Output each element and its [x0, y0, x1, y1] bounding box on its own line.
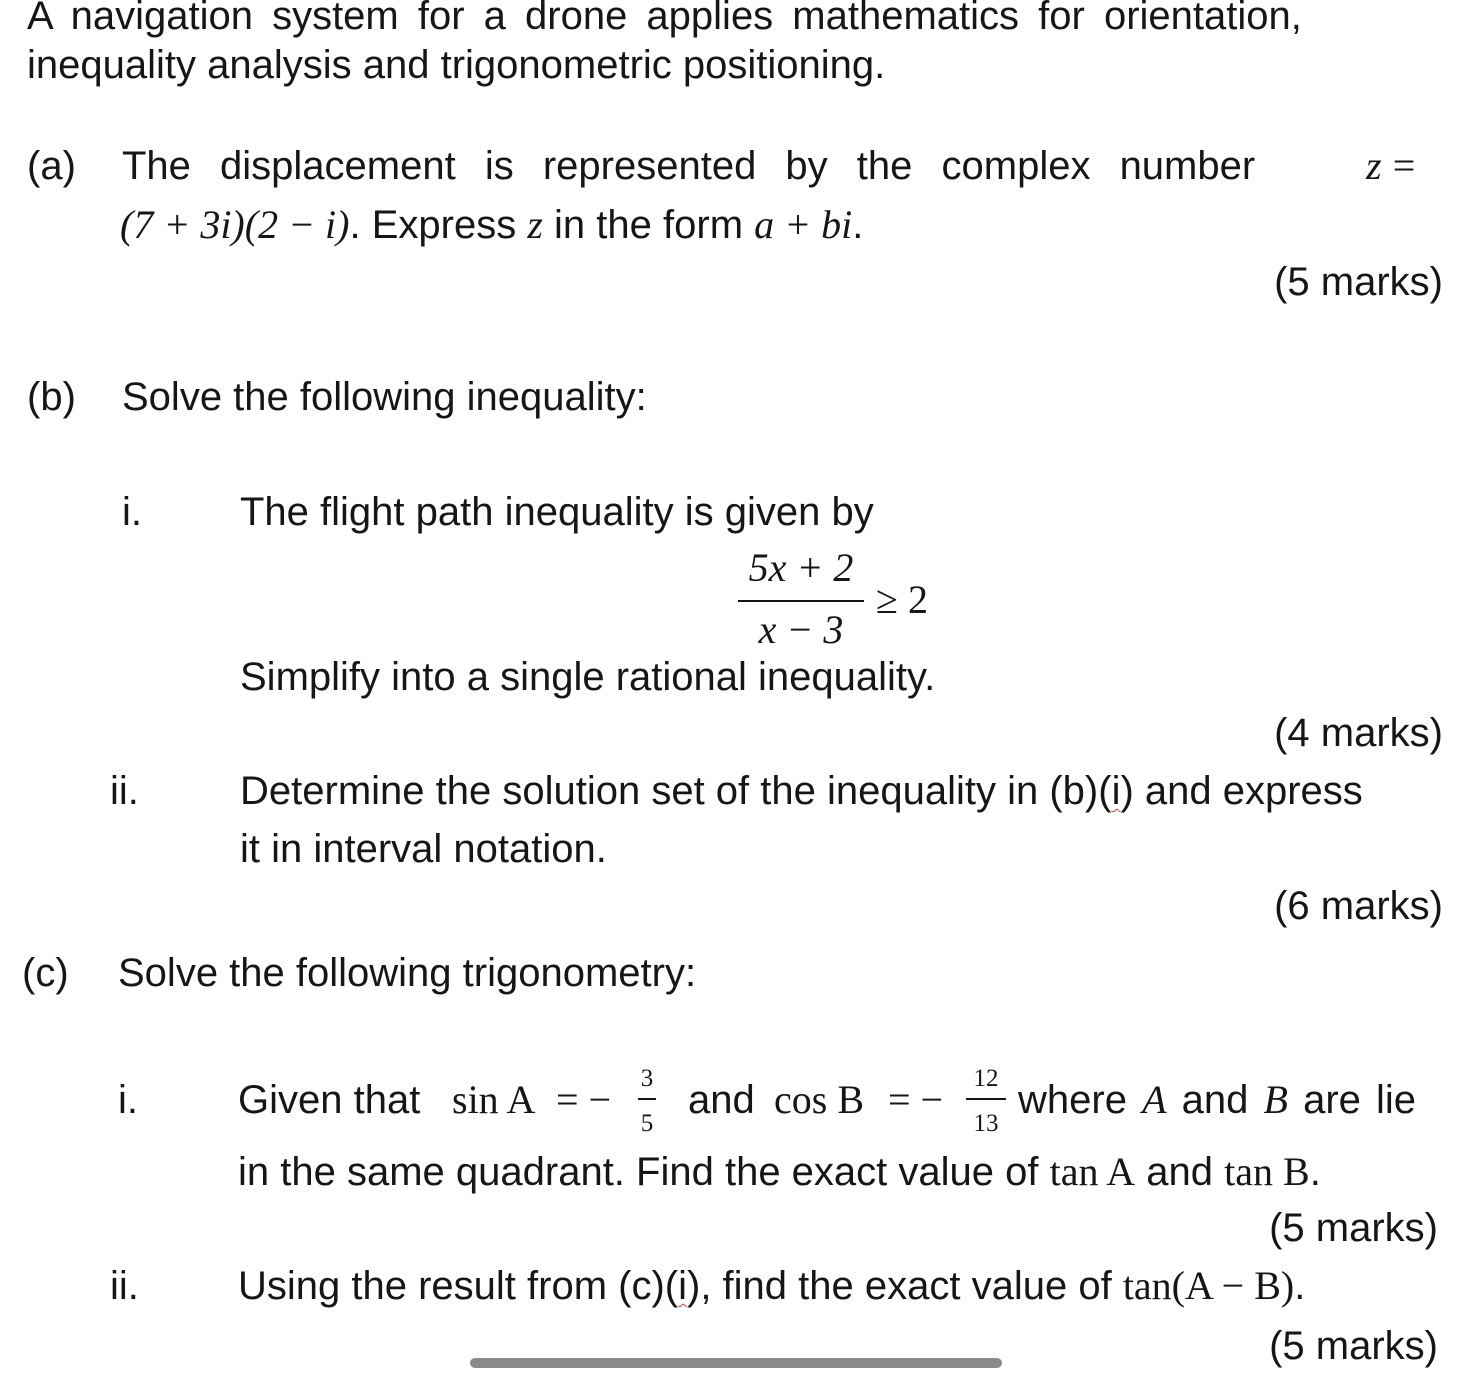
fraction-3-over-5-den: 5: [640, 1110, 654, 1137]
part-c-i-line-2: [238, 1149, 1321, 1194]
part-c-i-given: Given that: [238, 1078, 421, 1122]
sin-a: [452, 1077, 536, 1122]
part-c-ii-marks: (5 marks): [1269, 1324, 1438, 1368]
part-c-ii-ref-i: i: [678, 1264, 687, 1308]
part-c-ii-label: ii.: [110, 1264, 139, 1308]
quadrant-text: in the same quadrant. Find the exact value of: [238, 1150, 1039, 1194]
part-b-ii-marks: (6 marks): [1274, 884, 1443, 928]
part-c-label: (c): [22, 951, 69, 995]
part-b-ii-ref-i: i: [1111, 769, 1121, 813]
tan-a: tan A: [1049, 1149, 1136, 1194]
var-a: A: [1142, 1077, 1167, 1122]
intro-line-2: inequality analysis and trigonometric positioning.: [27, 43, 886, 87]
express-text: . Express: [349, 203, 517, 247]
fraction-bar: [738, 600, 864, 602]
period-3: .: [1294, 1264, 1306, 1308]
part-b-ii-text-a: Determine the solution set of the inequality in (b)(: [240, 769, 1112, 813]
where-text: where: [1018, 1078, 1127, 1122]
fraction-12-over-13-num: 12: [973, 1065, 999, 1092]
period-2: .: [1309, 1150, 1321, 1194]
part-a-z-equation: [1366, 143, 1416, 188]
part-b-i-instruction: Simplify into a single rational inequality.: [240, 655, 936, 699]
part-b-i-label: i.: [122, 490, 142, 534]
equals-sign: =: [1392, 143, 1416, 188]
part-c-heading: Solve the following trigonometry:: [118, 951, 697, 995]
fraction-numerator: 5x + 2: [748, 545, 854, 590]
part-b-ii-label: ii.: [110, 769, 139, 813]
fraction-12-over-13-den: 13: [973, 1110, 999, 1137]
part-c-ii-text-a: Using the result from (c)(: [238, 1264, 679, 1308]
and-text-2: and: [1181, 1078, 1249, 1122]
intro-line-1: A navigation system for a drone applies mathematics for orientation,: [27, 0, 1302, 38]
form-expression: a + bi: [754, 202, 853, 247]
complex-product-expression: (7 + 3i)(2 − i): [120, 202, 350, 247]
part-c-i-label: i.: [118, 1078, 138, 1122]
z-variable: z: [1366, 143, 1382, 188]
fraction-3-over-5-num: 3: [640, 1065, 654, 1092]
and-text: and: [688, 1078, 755, 1122]
cos-b: cos B: [774, 1077, 864, 1122]
sin-a-text: sin A: [452, 1077, 536, 1122]
part-a-line-2: [120, 202, 864, 247]
part-b-ii-text-b: ) and express: [1120, 769, 1363, 813]
equals-minus-1: = −: [556, 1077, 612, 1122]
part-b-heading: Solve the following inequality:: [122, 375, 647, 419]
part-b-ii-line-1: [240, 771, 1363, 811]
part-a-label: (a): [27, 144, 76, 188]
form-text: in the form: [554, 203, 744, 247]
part-b-ii-line-2: it in interval notation.: [240, 827, 607, 871]
part-c-ii-text-b: ), find the exact value of: [687, 1264, 1112, 1308]
part-b-i-marks: (4 marks): [1274, 711, 1443, 755]
where-clause: [1018, 1077, 1417, 1122]
equals-minus-2: = −: [888, 1077, 944, 1122]
inequality-relation: ≥ 2: [876, 577, 928, 622]
var-b: B: [1263, 1077, 1288, 1122]
part-a-marks: (5 marks): [1274, 260, 1443, 304]
fraction-denominator: x − 3: [758, 607, 844, 652]
fraction-3-over-5-bar: [638, 1098, 656, 1100]
fraction-12-over-13-bar: [966, 1098, 1006, 1100]
part-b-i-text: The flight path inequality is given by: [240, 490, 874, 534]
home-indicator-bar[interactable]: [470, 1358, 1002, 1368]
part-b-label: (b): [27, 375, 76, 419]
tan-b: tan B: [1224, 1149, 1310, 1194]
tan-a-minus-b: tan(A − B): [1122, 1263, 1295, 1308]
period: .: [852, 203, 864, 247]
part-c-i-marks: (5 marks): [1269, 1206, 1438, 1250]
part-c-ii-text: [238, 1263, 1306, 1308]
part-a-text: The displacement is represented by the complex number: [122, 144, 1256, 188]
and-text-3: and: [1146, 1150, 1214, 1194]
are-lie-text: are lie: [1303, 1078, 1417, 1122]
z-variable-2: z: [527, 202, 543, 247]
